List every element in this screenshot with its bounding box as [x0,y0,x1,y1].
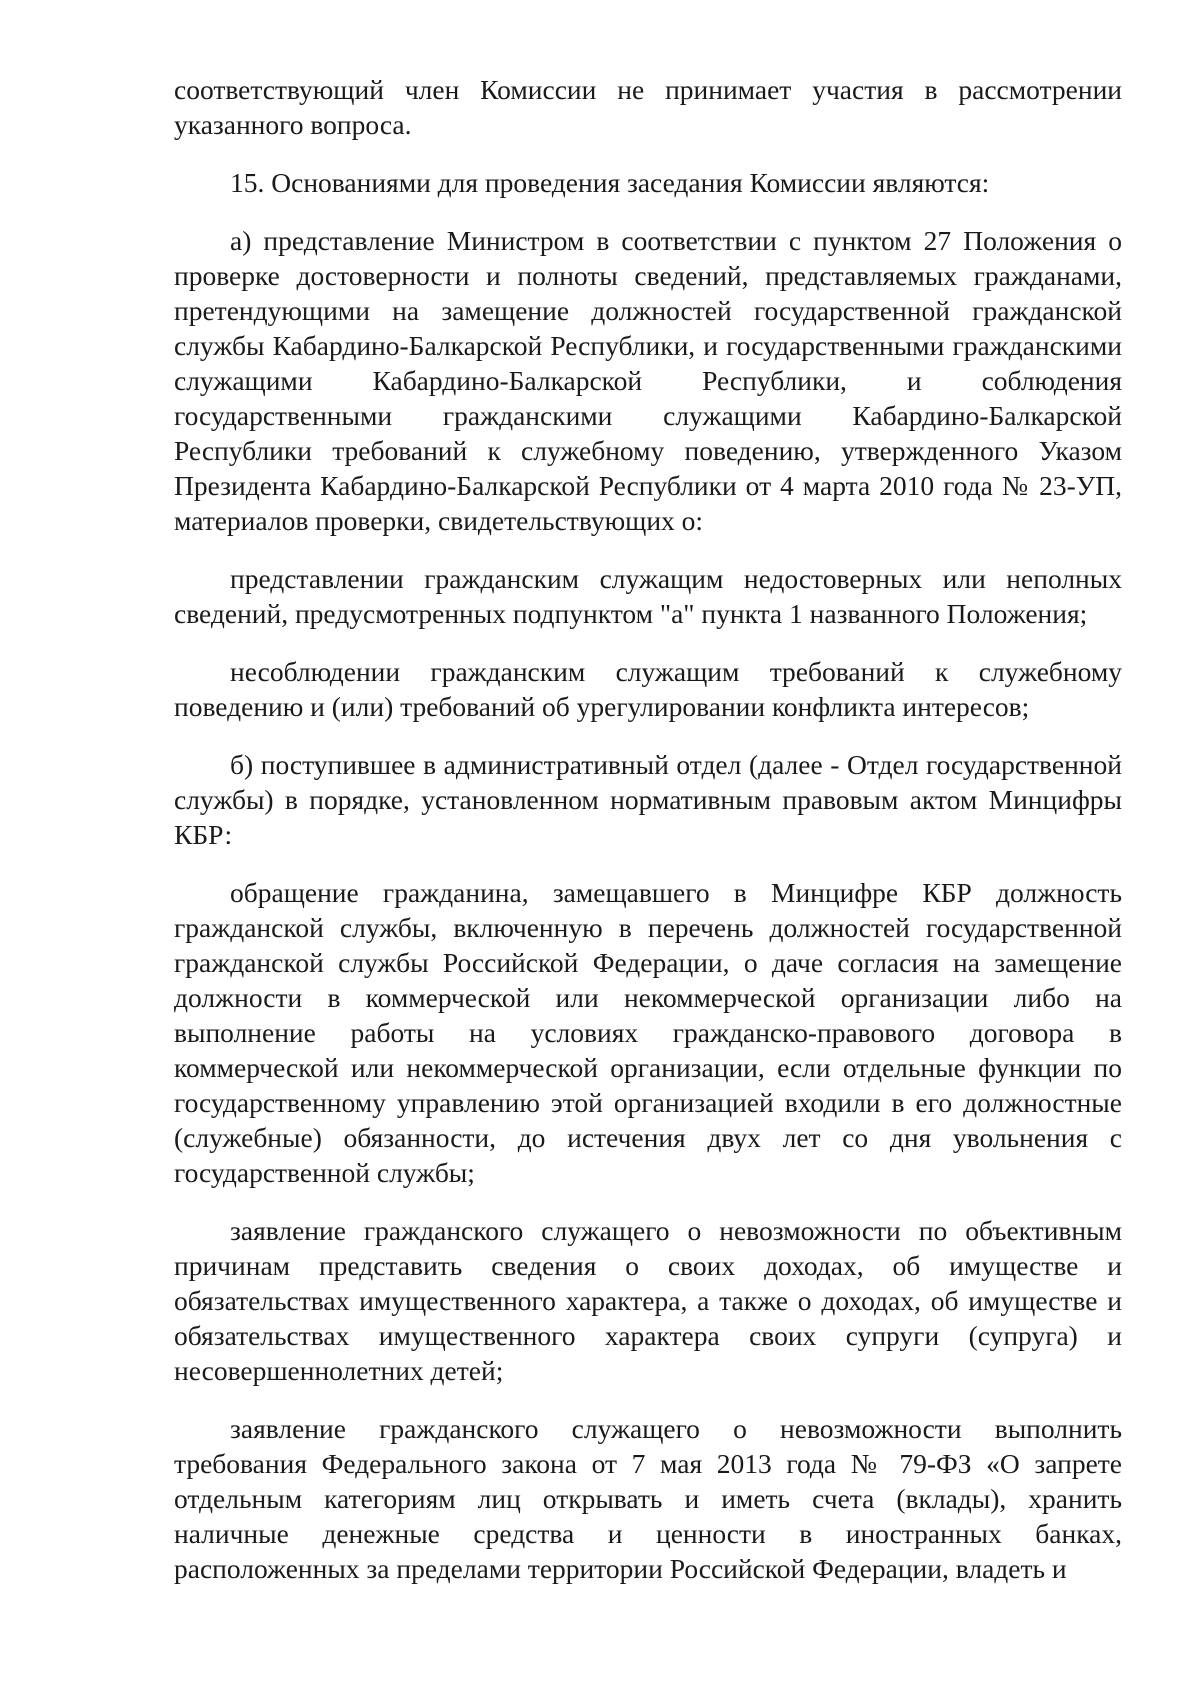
paragraph-b-case-1: обращение гражданина, замещавшего в Минцифре КБР должность гражданской службы, включенную в перечень должностей государственной гражданской службы Российской Федерации, о даче согласия на замещение должности в коммерческой или некоммерческой организации либо на выполнение работы на условиях гражданско-правового договора в коммерческой или некоммерческой организации, если отдельные функции по государственному управлению этой организацией входили в его должностные (служебные) обязанности, до истечения двух лет со дня увольнения с государственной службы; [174,877,1122,1188]
paragraph-continuation: соответствующий член Комиссии не принимает участия в рассмотрении указанного вопроса. [174,74,1122,140]
paragraph-a-case-1: представлении гражданским служащим недостоверных или неполных сведений, предусмотренных подпунктом "а" пункта 1 названного Положения; [174,563,1122,629]
paragraph-subitem-a: а) представление Министром в соответствии с пунктом 27 Положения о проверке достоверности и полноты сведений, представляемых гражданами, претендующими на замещение должностей государственной гражданской службы Кабардино-Балкарской Республики, и государственными гражданскими служащими Кабардино-Балкарской Республики, и соблюдения государственными гражданскими служащими Кабардино-Балкарской Республики требований к служебному поведению, утвержденного Указом Президента Кабардино-Балкарской Республики от 4 марта 2010 года № 23-УП, материалов проверки, свидетельствующих о: [174,225,1122,536]
paragraph-item-15: 15. Основаниями для проведения заседания Комиссии являются: [230,167,990,198]
paragraph-a-case-2: несоблюдении гражданским служащим требований к служебному поведению и (или) требований об урегулировании конфликта интересов; [174,656,1122,722]
paragraph-b-case-3: заявление гражданского служащего о невозможности выполнить требования Федерального закона от 7 мая 2013 года № 79-ФЗ «О запрете отдельным категориям лиц открывать и иметь счета (вклады), хранить наличные денежные средства и ценности в иностранных банках, расположенных за пределами территории Российской Федерации, владеть и [174,1413,1122,1584]
paragraph-subitem-b: б) поступившее в административный отдел (далее - Отдел государственной службы) в порядке, установленном нормативным правовым актом Минцифры КБР: [174,749,1122,850]
paragraph-b-case-2: заявление гражданского служащего о невозможности по объективным причинам представить сведения о своих доходах, об имуществе и обязательствах имущественного характера, а также о доходах, об имуществе и обязательствах имущественного характера своих супруги (супруга) и несовершеннолетних детей; [174,1215,1122,1386]
document-body [174,72,1122,1609]
